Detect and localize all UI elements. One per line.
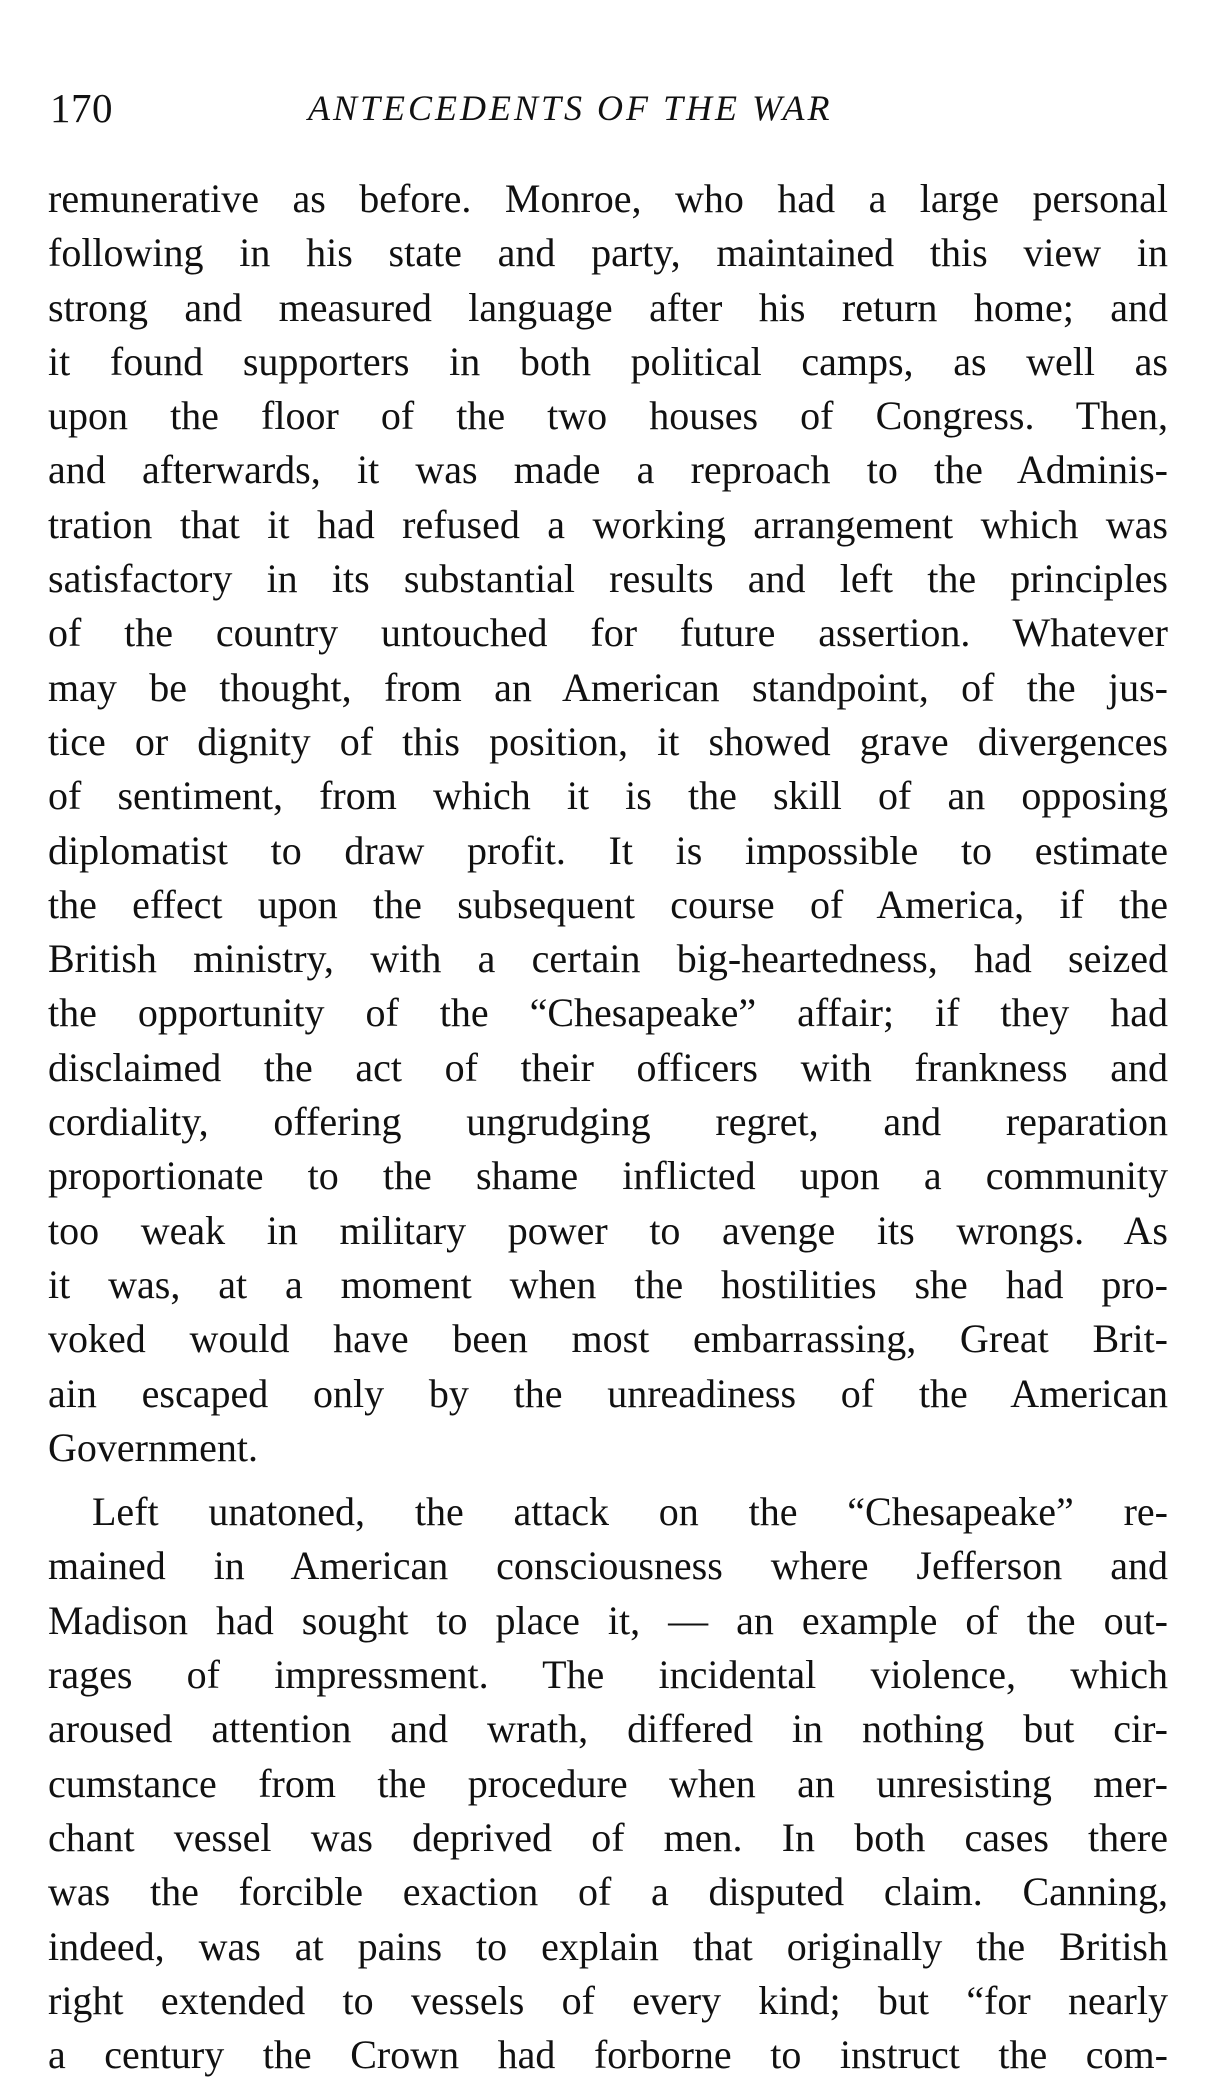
text-line: disclaimed the act of their officers with frankness and <box>48 1044 1168 1090</box>
text-line: rages of impressment. The incidental violence, which <box>48 1652 1168 1698</box>
text-line: aroused attention and wrath, differed in nothing but cir- <box>48 1706 1168 1752</box>
text-line: cumstance from the procedure when an unresisting mer- <box>48 1760 1168 1806</box>
text-line: tice or dignity of this position, it showed grave divergences <box>48 718 1168 764</box>
text-line: of sentiment, from which it is the skill of an opposing <box>48 773 1168 819</box>
page-header <box>50 80 1170 136</box>
text-line: the effect upon the subsequent course of America, if the <box>48 881 1168 927</box>
text-line: too weak in military power to avenge its wrongs. As <box>48 1207 1168 1253</box>
text-line: the opportunity of the “Chesapeake” affair; if they had <box>48 990 1168 1036</box>
page-number: 170 <box>50 85 113 131</box>
text-line: proportionate to the shame inflicted upon a community <box>48 1153 1168 1199</box>
text-line: it found supporters in both political camps, as well as <box>48 338 1168 384</box>
text-line: it was, at a moment when the hostilities she had pro- <box>48 1261 1168 1307</box>
text-line: Left unatoned, the attack on the “Chesapeake” re- <box>92 1489 1168 1535</box>
text-line: upon the floor of the two houses of Congress. Then, <box>48 393 1168 439</box>
text-line: satisfactory in its substantial results and left the principles <box>48 556 1168 602</box>
paragraph <box>48 172 1168 1475</box>
text-line: right extended to vessels of every kind; but “for nearly <box>48 1977 1168 2023</box>
text-line: may be thought, from an American standpoint, of the jus- <box>48 664 1168 710</box>
text-line: following in his state and party, maintained this view in <box>48 230 1168 276</box>
text-line: indeed, was at pains to explain that originally the British <box>48 1923 1168 1969</box>
text-line: remunerative as before. Monroe, who had a large personal <box>48 176 1168 221</box>
text-line: of the country untouched for future assertion. Whatever <box>48 610 1168 656</box>
text-line: a century the Crown had forborne to instruct the com- <box>48 2032 1168 2078</box>
running-title: ANTECEDENTS OF THE WAR <box>308 88 833 128</box>
text-line: diplomatist to draw profit. It is impossible to estimate <box>48 827 1168 873</box>
text-line: strong and measured language after his return home; and <box>48 284 1168 330</box>
text-line: Government. <box>48 1424 258 1470</box>
paragraph <box>48 1485 1168 2082</box>
text-line: chant vessel was deprived of men. In both cases there <box>48 1814 1168 1860</box>
text-line: was the forcible exaction of a disputed claim. Canning, <box>48 1869 1168 1915</box>
text-line: voked would have been most embarrassing, Great Brit- <box>48 1316 1168 1362</box>
text-line: cordiality, offering ungrudging regret, and reparation <box>48 1099 1168 1145</box>
text-line: tration that it had refused a working arrangement which was <box>48 501 1168 547</box>
text-line: ain escaped only by the unreadiness of the American <box>48 1370 1168 1416</box>
paragraph-gap <box>48 1475 1168 1485</box>
text-line: British ministry, with a certain big-heartedness, had seized <box>48 936 1168 982</box>
text-line: Madison had sought to place it, — an example of the out- <box>48 1597 1168 1643</box>
text-line: and afterwards, it was made a reproach to the Adminis- <box>48 447 1168 493</box>
text-line: mained in American consciousness where Jefferson and <box>48 1543 1168 1589</box>
body-text <box>48 172 1168 2082</box>
